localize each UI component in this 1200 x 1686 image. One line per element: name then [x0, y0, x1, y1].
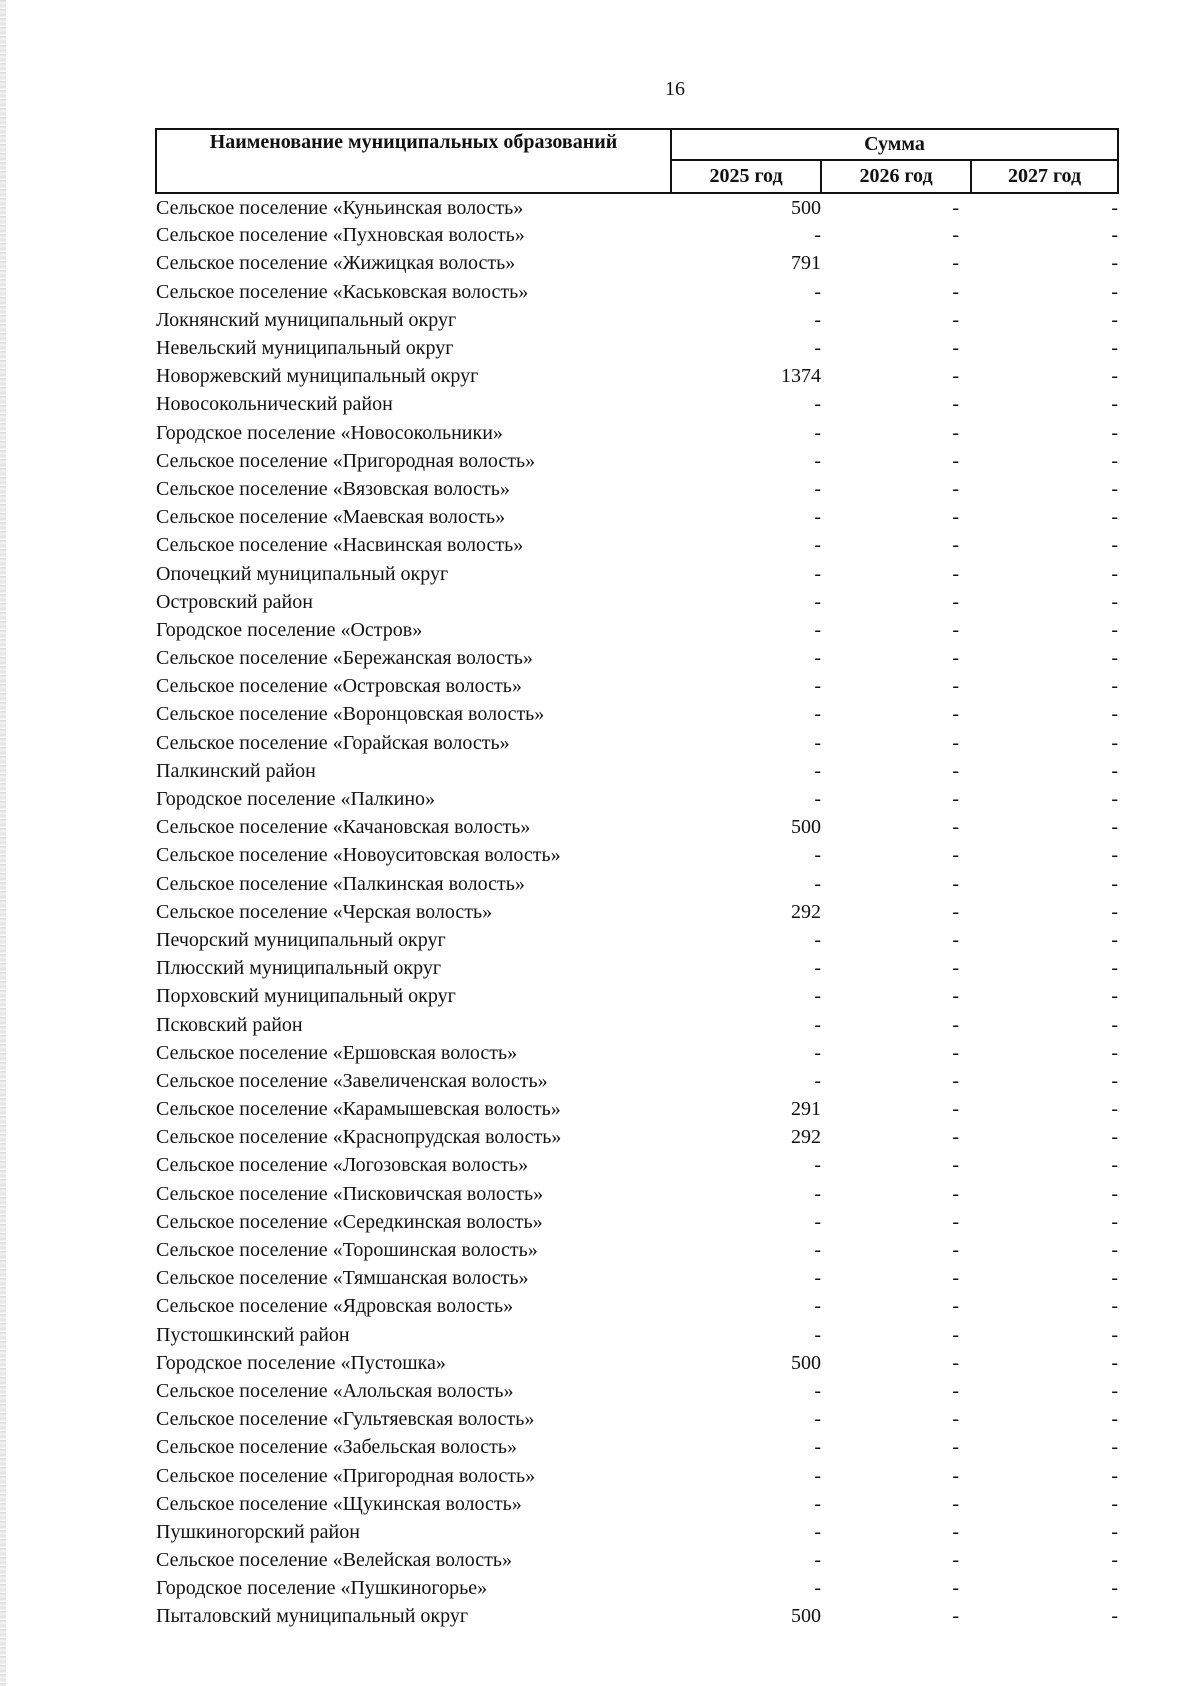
page-number: 16 — [665, 78, 685, 100]
value-2026-cell: - — [952, 1210, 959, 1233]
municipality-name-cell: Сельское поселение «Куньинская волость» — [156, 196, 524, 219]
value-2025-cell: - — [814, 534, 821, 557]
value-2025-cell: - — [814, 393, 821, 416]
table-row — [156, 1321, 1118, 1349]
table-row — [156, 616, 1118, 644]
value-2027-cell: - — [1111, 534, 1119, 557]
value-2026-cell: - — [952, 844, 959, 867]
municipality-name-cell: Сельское поселение «Жижицкая волость» — [156, 252, 516, 275]
value-2027-cell: - — [1111, 421, 1119, 444]
value-2025-cell: - — [814, 928, 821, 951]
value-2025-cell: - — [814, 506, 821, 529]
value-2027-cell: - — [1111, 196, 1119, 219]
table-row — [156, 475, 1118, 503]
value-2025-cell: - — [814, 1464, 821, 1487]
value-2025-cell: - — [814, 675, 821, 698]
value-2027-cell: - — [1111, 477, 1119, 500]
value-2027-cell: - — [1111, 1210, 1119, 1233]
value-2027-cell: - — [1111, 1098, 1119, 1121]
value-2026-cell: - — [952, 1605, 959, 1628]
table-row — [156, 1602, 1118, 1630]
municipality-name-cell: Псковский район — [156, 1013, 303, 1036]
value-2026-cell: - — [952, 618, 959, 641]
value-2027-cell: - — [1111, 1351, 1119, 1374]
value-2026-cell: - — [952, 703, 959, 726]
table-row — [156, 1264, 1118, 1292]
value-2026-cell: - — [952, 1098, 959, 1121]
value-2025-cell: 292 — [791, 900, 821, 923]
value-2025-cell: - — [814, 337, 821, 360]
municipality-name-cell: Городское поселение «Пустошка» — [156, 1351, 446, 1374]
value-2027-cell: - — [1111, 393, 1119, 416]
value-2027-cell: - — [1111, 308, 1119, 331]
municipality-name-cell: Сельское поселение «Щукинская волость» — [156, 1492, 522, 1515]
value-2027-cell: - — [1111, 1492, 1119, 1515]
municipality-name-cell: Городское поселение «Пушкиногорье» — [156, 1577, 488, 1600]
table-row — [156, 362, 1118, 390]
municipality-name-cell: Пустошкинский район — [156, 1323, 350, 1346]
table-row — [156, 1377, 1118, 1405]
municipality-name-cell: Сельское поселение «Пригородная волость» — [156, 449, 536, 472]
table-row — [156, 1433, 1118, 1461]
municipality-name-cell: Сельское поселение «Велейская волость» — [156, 1549, 513, 1572]
value-2025-cell: 500 — [791, 1351, 821, 1374]
value-2027-cell: - — [1111, 1267, 1119, 1290]
municipality-name-cell: Сельское поселение «Вязовская волость» — [156, 477, 510, 500]
value-2026-cell: - — [952, 1267, 959, 1290]
header-year-2025: 2025 год — [671, 160, 821, 193]
value-2026-cell: - — [952, 1069, 959, 1092]
value-2026-cell: - — [952, 1577, 959, 1600]
value-2026-cell: - — [952, 393, 959, 416]
value-2027-cell: - — [1111, 1549, 1119, 1572]
value-2026-cell: - — [952, 449, 959, 472]
table-row — [156, 1151, 1118, 1179]
table-row — [156, 1292, 1118, 1320]
value-2027-cell: - — [1111, 1069, 1119, 1092]
municipality-name-cell: Сельское поселение «Палкинская волость» — [156, 872, 525, 895]
value-2027-cell: - — [1111, 844, 1119, 867]
value-2027-cell: - — [1111, 647, 1119, 670]
value-2027-cell: - — [1111, 675, 1119, 698]
value-2025-cell: - — [814, 280, 821, 303]
value-2026-cell: - — [952, 647, 959, 670]
municipality-name-cell: Сельское поселение «Воронцовская волость» — [156, 703, 545, 726]
municipality-name-cell: Сельское поселение «Завеличенская волость» — [156, 1069, 548, 1092]
table-row — [156, 559, 1118, 587]
municipality-name-cell: Сельское поселение «Карамышевская волость» — [156, 1098, 561, 1121]
value-2027-cell: - — [1111, 1239, 1119, 1262]
value-2027-cell: - — [1111, 1520, 1119, 1543]
value-2026-cell: - — [952, 421, 959, 444]
municipality-name-cell: Городское поселение «Остров» — [156, 618, 423, 641]
value-2025-cell: - — [814, 985, 821, 1008]
value-2026-cell: - — [952, 985, 959, 1008]
municipality-name-cell: Сельское поселение «Краснопрудская волость» — [156, 1126, 562, 1149]
table-row — [156, 193, 1118, 221]
value-2026-cell: - — [952, 1323, 959, 1346]
value-2025-cell: - — [814, 788, 821, 811]
value-2025-cell: 500 — [791, 1605, 821, 1628]
table-row — [156, 1208, 1118, 1236]
value-2027-cell: - — [1111, 1013, 1119, 1036]
table-row — [156, 1067, 1118, 1095]
municipality-name-cell: Островский район — [156, 590, 313, 613]
value-2025-cell: - — [814, 421, 821, 444]
value-2026-cell: - — [952, 957, 959, 980]
table-row — [156, 503, 1118, 531]
value-2026-cell: - — [952, 1239, 959, 1262]
table-row — [156, 1095, 1118, 1123]
value-2027-cell: - — [1111, 506, 1119, 529]
value-2025-cell: - — [814, 1520, 821, 1543]
municipality-name-cell: Сельское поселение «Горайская волость» — [156, 731, 510, 754]
value-2027-cell: - — [1111, 985, 1119, 1008]
header-row-top — [156, 129, 1118, 160]
value-2026-cell: - — [952, 562, 959, 585]
municipality-name-cell: Печорский муниципальный округ — [156, 928, 446, 951]
value-2025-cell: 500 — [791, 816, 821, 839]
value-2026-cell: - — [952, 280, 959, 303]
table-row — [156, 1349, 1118, 1377]
municipality-name-cell: Городское поселение «Палкино» — [156, 788, 436, 811]
table-row — [156, 531, 1118, 559]
value-2025-cell: - — [814, 759, 821, 782]
municipality-name-cell: Сельское поселение «Маевская волость» — [156, 506, 506, 529]
table-row — [156, 278, 1118, 306]
value-2025-cell: - — [814, 872, 821, 895]
value-2026-cell: - — [952, 1492, 959, 1515]
table-row — [156, 729, 1118, 757]
value-2025-cell: - — [814, 1041, 821, 1064]
municipality-name-cell: Сельское поселение «Пухновская волость» — [156, 224, 525, 247]
municipality-name-cell: Сельское поселение «Пригородная волость» — [156, 1464, 536, 1487]
value-2026-cell: - — [952, 1182, 959, 1205]
table-row — [156, 390, 1118, 418]
value-2025-cell: - — [814, 1267, 821, 1290]
value-2025-cell: - — [814, 1408, 821, 1431]
table-header — [156, 129, 1118, 193]
value-2025-cell: - — [814, 647, 821, 670]
value-2026-cell: - — [952, 731, 959, 754]
value-2025-cell: - — [814, 957, 821, 980]
value-2027-cell: - — [1111, 618, 1119, 641]
table-row — [156, 1039, 1118, 1067]
table-row — [156, 1236, 1118, 1264]
table-row — [156, 926, 1118, 954]
table-row — [156, 813, 1118, 841]
municipality-name-cell: Сельское поселение «Середкинская волость» — [156, 1210, 543, 1233]
value-2026-cell: - — [952, 590, 959, 613]
municipality-name-cell: Опочецкий муниципальный округ — [156, 562, 449, 585]
value-2025-cell: - — [814, 1323, 821, 1346]
value-2026-cell: - — [952, 365, 959, 388]
table-row — [156, 1461, 1118, 1489]
value-2026-cell: - — [952, 252, 959, 275]
value-2027-cell: - — [1111, 1041, 1119, 1064]
municipality-name-cell: Сельское поселение «Качановская волость» — [156, 816, 531, 839]
municipality-name-cell: Порховский муниципальный округ — [156, 985, 456, 1008]
value-2026-cell: - — [952, 1379, 959, 1402]
municipality-name-cell: Сельское поселение «Забельская волость» — [156, 1436, 518, 1459]
table-body — [156, 193, 1118, 1631]
table-row — [156, 841, 1118, 869]
value-2027-cell: - — [1111, 1379, 1119, 1402]
municipality-name-cell: Невельский муниципальный округ — [156, 337, 454, 360]
municipality-name-cell: Городское поселение «Новосокольники» — [156, 421, 503, 444]
value-2026-cell: - — [952, 788, 959, 811]
value-2025-cell: - — [814, 1549, 821, 1572]
table-row — [156, 785, 1118, 813]
value-2025-cell: - — [814, 1379, 821, 1402]
header-year-2026: 2026 год — [821, 160, 971, 193]
value-2025-cell: - — [814, 1182, 821, 1205]
municipality-name-cell: Сельское поселение «Бережанская волость» — [156, 647, 533, 670]
header-sum: Сумма — [671, 129, 1118, 160]
value-2025-cell: 500 — [791, 196, 821, 219]
table-row — [156, 1574, 1118, 1602]
value-2027-cell: - — [1111, 703, 1119, 726]
value-2025-cell: 292 — [791, 1126, 821, 1149]
value-2027-cell: - — [1111, 590, 1119, 613]
value-2025-cell: - — [814, 1013, 821, 1036]
value-2027-cell: - — [1111, 872, 1119, 895]
value-2027-cell: - — [1111, 1464, 1119, 1487]
value-2026-cell: - — [952, 1013, 959, 1036]
value-2027-cell: - — [1111, 759, 1119, 782]
value-2027-cell: - — [1111, 337, 1119, 360]
municipality-name-cell: Сельское поселение «Островская волость» — [156, 675, 522, 698]
value-2026-cell: - — [952, 1126, 959, 1149]
value-2027-cell: - — [1111, 1577, 1119, 1600]
value-2025-cell: - — [814, 618, 821, 641]
value-2027-cell: - — [1111, 1154, 1119, 1177]
municipality-name-cell: Плюсский муниципальный округ — [156, 957, 442, 980]
value-2026-cell: - — [952, 928, 959, 951]
table-row — [156, 1405, 1118, 1433]
table-row — [156, 870, 1118, 898]
value-2026-cell: - — [952, 337, 959, 360]
municipality-name-cell: Сельское поселение «Тямшанская волость» — [156, 1267, 529, 1290]
table-row — [156, 757, 1118, 785]
municipality-name-cell: Сельское поселение «Насвинская волость» — [156, 534, 524, 557]
value-2027-cell: - — [1111, 900, 1119, 923]
table-row — [156, 898, 1118, 926]
value-2027-cell: - — [1111, 280, 1119, 303]
value-2025-cell: - — [814, 1492, 821, 1515]
value-2026-cell: - — [952, 196, 959, 219]
value-2027-cell: - — [1111, 224, 1119, 247]
value-2026-cell: - — [952, 506, 959, 529]
value-2025-cell: - — [814, 1069, 821, 1092]
value-2025-cell: - — [814, 731, 821, 754]
table-row — [156, 334, 1118, 362]
value-2025-cell: 291 — [791, 1098, 821, 1121]
table-row — [156, 1546, 1118, 1574]
table-row — [156, 982, 1118, 1010]
scan-edge — [0, 0, 6, 1686]
municipality-name-cell: Палкинский район — [156, 759, 316, 782]
value-2026-cell: - — [952, 1408, 959, 1431]
table-row — [156, 447, 1118, 475]
municipality-name-cell: Сельское поселение «Новоуситовская волость» — [156, 844, 561, 867]
value-2025-cell: - — [814, 1295, 821, 1318]
value-2026-cell: - — [952, 1295, 959, 1318]
value-2026-cell: - — [952, 1041, 959, 1064]
value-2026-cell: - — [952, 900, 959, 923]
municipality-name-cell: Сельское поселение «Логозовская волость» — [156, 1154, 529, 1177]
value-2026-cell: - — [952, 1549, 959, 1572]
value-2026-cell: - — [952, 224, 959, 247]
value-2026-cell: - — [952, 675, 959, 698]
value-2025-cell: - — [814, 1436, 821, 1459]
value-2026-cell: - — [952, 816, 959, 839]
municipality-name-cell: Локнянский муниципальный округ — [156, 308, 457, 331]
value-2027-cell: - — [1111, 816, 1119, 839]
allocation-table — [155, 128, 1119, 1631]
value-2027-cell: - — [1111, 1126, 1119, 1149]
value-2027-cell: - — [1111, 928, 1119, 951]
table-row — [156, 672, 1118, 700]
value-2025-cell: - — [814, 1210, 821, 1233]
value-2025-cell: - — [814, 590, 821, 613]
value-2026-cell: - — [952, 1520, 959, 1543]
municipality-name-cell: Сельское поселение «Торошинская волость» — [156, 1239, 538, 1262]
value-2027-cell: - — [1111, 1605, 1119, 1628]
municipality-name-cell: Пыталовский муниципальный округ — [156, 1605, 469, 1628]
value-2027-cell: - — [1111, 1182, 1119, 1205]
table-row — [156, 954, 1118, 982]
value-2025-cell: - — [814, 449, 821, 472]
value-2025-cell: - — [814, 1154, 821, 1177]
table-row — [156, 644, 1118, 672]
municipality-name-cell: Сельское поселение «Писковичская волость» — [156, 1182, 544, 1205]
value-2026-cell: - — [952, 1464, 959, 1487]
table-row — [156, 249, 1118, 277]
municipality-name-cell: Новосокольнический район — [156, 393, 393, 416]
value-2027-cell: - — [1111, 788, 1119, 811]
value-2025-cell: 791 — [791, 252, 821, 275]
value-2027-cell: - — [1111, 365, 1119, 388]
table-row — [156, 1518, 1118, 1546]
value-2025-cell: - — [814, 703, 821, 726]
value-2025-cell: - — [814, 1577, 821, 1600]
municipality-name-cell: Сельское поселение «Алольская волость» — [156, 1379, 514, 1402]
municipality-name-cell: Пушкиногорский район — [156, 1520, 360, 1543]
value-2026-cell: - — [952, 759, 959, 782]
value-2027-cell: - — [1111, 957, 1119, 980]
table-row — [156, 1123, 1118, 1151]
value-2026-cell: - — [952, 477, 959, 500]
table-row — [156, 1490, 1118, 1518]
value-2025-cell: - — [814, 308, 821, 331]
municipality-name-cell: Сельское поселение «Ядровская волость» — [156, 1295, 514, 1318]
value-2027-cell: - — [1111, 449, 1119, 472]
value-2025-cell: - — [814, 844, 821, 867]
municipality-name-cell: Сельское поселение «Черская волость» — [156, 900, 493, 923]
value-2027-cell: - — [1111, 1436, 1119, 1459]
value-2025-cell: - — [814, 477, 821, 500]
table-row — [156, 588, 1118, 616]
header-municipality-name: Наименование муниципальных образований — [156, 129, 671, 193]
value-2026-cell: - — [952, 1436, 959, 1459]
value-2025-cell: 1374 — [781, 365, 821, 388]
value-2027-cell: - — [1111, 562, 1119, 585]
header-year-2027: 2027 год — [971, 160, 1118, 193]
value-2027-cell: - — [1111, 1323, 1119, 1346]
table-row — [156, 1180, 1118, 1208]
value-2027-cell: - — [1111, 1295, 1119, 1318]
table-row — [156, 306, 1118, 334]
value-2026-cell: - — [952, 534, 959, 557]
value-2025-cell: - — [814, 1239, 821, 1262]
table-row — [156, 221, 1118, 249]
value-2025-cell: - — [814, 562, 821, 585]
table-row — [156, 419, 1118, 447]
table-row — [156, 1010, 1118, 1038]
municipality-name-cell: Сельское поселение «Ершовская волость» — [156, 1041, 518, 1064]
value-2027-cell: - — [1111, 731, 1119, 754]
value-2026-cell: - — [952, 1154, 959, 1177]
value-2025-cell: - — [814, 224, 821, 247]
value-2027-cell: - — [1111, 252, 1119, 275]
table-row — [156, 700, 1118, 728]
municipality-name-cell: Сельское поселение «Каськовская волость» — [156, 280, 529, 303]
value-2026-cell: - — [952, 1351, 959, 1374]
value-2027-cell: - — [1111, 1408, 1119, 1431]
value-2026-cell: - — [952, 308, 959, 331]
municipality-name-cell: Сельское поселение «Гультяевская волость» — [156, 1408, 535, 1431]
value-2026-cell: - — [952, 872, 959, 895]
municipality-name-cell: Новоржевский муниципальный округ — [156, 365, 479, 388]
